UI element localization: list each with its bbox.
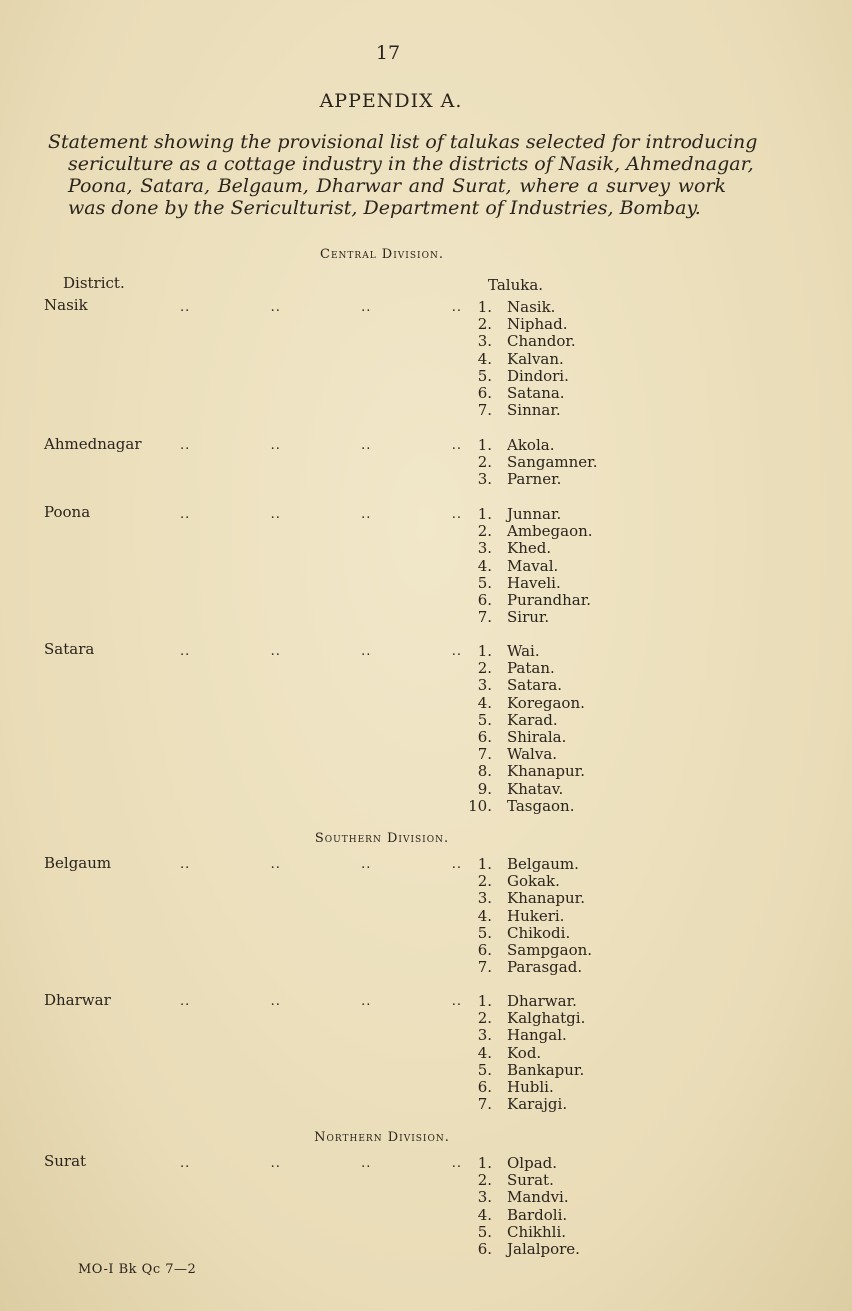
taluka-number: 1. [477,855,492,873]
taluka-name: Haveli. [507,573,561,592]
taluka-number: 2. [477,315,492,334]
taluka-number: 3. [477,332,492,351]
taluka-number: 5. [477,1222,492,1241]
taluka-list [462,299,576,419]
taluka-number: 6. [477,591,492,610]
taluka-number: 5. [477,923,492,942]
taluka-name: Junnar. [507,505,562,523]
leader-dots: .. .. .. .. [180,1156,462,1171]
taluka-row [462,1010,585,1027]
taluka-row [462,908,592,925]
taluka-name: Karajgi. [507,1095,568,1114]
taluka-row [462,385,576,402]
taluka-name: Parner. [507,470,562,489]
taluka-row [462,506,593,523]
district-name: Surat [44,1152,87,1170]
taluka-row [462,873,592,890]
taluka-number: 7. [477,745,492,764]
taluka-row [462,1096,585,1113]
taluka-row [462,712,585,729]
taluka-name: Dharwar. [507,992,577,1010]
taluka-row [462,1172,580,1189]
division-heading-northern: Northern Division. [314,1130,450,1145]
taluka-row [462,609,593,626]
taluka-name: Satara. [507,676,563,695]
taluka-name: Purandhar. [507,591,592,610]
taluka-name: Sampgaon. [507,941,593,960]
taluka-row [462,746,585,763]
taluka-row [462,643,585,660]
statement-heading [48,131,758,219]
taluka-name: Khatav. [507,779,564,798]
district-name: Ahmednagar [44,435,142,453]
taluka-number: 2. [477,659,492,678]
taluka-list [462,643,585,815]
taluka-row [462,316,576,333]
taluka-number: 7. [477,401,492,420]
district-name: Dharwar [44,991,111,1009]
taluka-name: Satana. [507,384,565,403]
taluka-number: 3. [477,1188,492,1207]
district-name: Satara [44,640,95,658]
district-name: Nasik [44,296,88,314]
taluka-row [462,695,585,712]
leader-dots: .. .. .. .. [180,507,462,522]
taluka-name: Chikhli. [507,1222,567,1241]
taluka-number: 4. [477,556,492,575]
taluka-row [462,523,593,540]
taluka-number: 1. [477,1154,492,1172]
taluka-row [462,798,585,815]
taluka-number: 4. [477,906,492,925]
taluka-name: Niphad. [507,315,568,334]
taluka-number: 7. [477,958,492,977]
taluka-list [462,993,585,1113]
taluka-number: 2. [477,1171,492,1190]
division-heading-southern: Southern Division. [314,831,450,846]
taluka-name: Sinnar. [507,401,561,420]
taluka-number: 3. [477,1026,492,1045]
taluka-name: Belgaum. [507,855,579,873]
taluka-name: Parasgad. [507,958,583,977]
taluka-list [462,437,597,489]
taluka-name: Gokak. [507,872,560,891]
taluka-name: Kod. [507,1043,542,1062]
taluka-name: Akola. [507,436,555,454]
taluka-row [462,299,576,316]
taluka-name: Chandor. [507,332,576,351]
taluka-number: 6. [477,384,492,403]
leader-dots: .. .. .. .. [180,644,462,659]
taluka-row [462,437,597,454]
taluka-name: Khanapur. [507,889,585,908]
taluka-name: Ambegaon. [507,522,593,541]
taluka-number: 8. [477,762,492,781]
taluka-name: Surat. [507,1171,554,1190]
taluka-list [462,1155,580,1258]
taluka-row [462,1045,585,1062]
taluka-row [462,660,585,677]
taluka-number: 7. [477,608,492,627]
taluka-row [462,368,576,385]
taluka-number: 5. [477,710,492,729]
statement-line: Statement showing the provisional list of talukas selected for introducing [48,131,758,153]
taluka-number: 4. [477,349,492,368]
taluka-number: 10. [468,796,492,815]
taluka-row [462,592,593,609]
taluka-name: Bardoli. [507,1205,568,1224]
taluka-name: Koregaon. [507,693,585,712]
taluka-list [462,856,592,976]
taluka-number: 5. [477,573,492,592]
taluka-row [462,942,592,959]
taluka-number: 2. [477,1009,492,1028]
taluka-row [462,1241,580,1258]
leader-dots: .. .. .. .. [180,438,462,453]
taluka-row [462,856,592,873]
taluka-row [462,1062,585,1079]
taluka-row [462,925,592,942]
appendix-title: APPENDIX A. [319,90,463,112]
taluka-name: Kalghatgi. [507,1009,586,1028]
taluka-number: 6. [477,1078,492,1097]
taluka-name: Tasgaon. [507,796,575,815]
taluka-row [462,558,593,575]
taluka-number: 1. [477,505,492,523]
taluka-name: Sangamner. [507,453,598,472]
taluka-number: 4. [477,693,492,712]
taluka-row [462,575,593,592]
taluka-number: 4. [477,1043,492,1062]
taluka-name: Khed. [507,539,552,558]
taluka-number: 6. [477,728,492,747]
taluka-name: Sirur. [507,608,550,627]
taluka-number: 2. [477,453,492,472]
taluka-row [462,763,585,780]
statement-line: was done by the Sericulturist, Department of Industries, Bombay. [68,197,701,219]
taluka-list [462,506,593,626]
taluka-row [462,890,592,907]
taluka-name: Wai. [507,642,540,660]
division-heading-central: Central Division. [320,247,444,262]
taluka-number: 1. [477,298,492,316]
taluka-number: 3. [477,470,492,489]
taluka-number: 5. [477,1060,492,1079]
taluka-number: 7. [477,1095,492,1114]
taluka-number: 4. [477,1205,492,1224]
leader-dots: .. .. .. .. [180,857,462,872]
taluka-name: Chikodi. [507,923,571,942]
leader-dots: .. .. .. .. [180,994,462,1009]
taluka-row [462,1224,580,1241]
taluka-number: 2. [477,522,492,541]
district-name: Belgaum [44,854,112,872]
taluka-column-header: Taluka. [488,276,544,294]
taluka-number: 1. [477,436,492,454]
taluka-name: Jalalpore. [507,1240,580,1259]
taluka-name: Hukeri. [507,906,565,925]
taluka-name: Shirala. [507,728,567,747]
taluka-name: Kalvan. [507,349,564,368]
taluka-name: Hangal. [507,1026,567,1045]
taluka-row [462,540,593,557]
taluka-name: Bankapur. [507,1060,585,1079]
taluka-row [462,351,576,368]
taluka-row [462,729,585,746]
printer-footer: MO-I Bk Qc 7—2 [78,1262,197,1277]
taluka-name: Hubli. [507,1078,554,1097]
statement-line: sericulture as a cottage industry in the districts of Nasik, Ahmednagar, [68,153,754,175]
taluka-number: 3. [477,676,492,695]
taluka-row [462,781,585,798]
taluka-name: Dindori. [507,366,569,385]
taluka-row [462,677,585,694]
taluka-number: 3. [477,539,492,558]
taluka-row [462,1207,580,1224]
taluka-row [462,471,597,488]
taluka-row [462,454,597,471]
page-number: 17 [375,42,401,64]
leader-dots: .. .. .. .. [180,300,462,315]
taluka-row [462,1027,585,1044]
taluka-number: 5. [477,366,492,385]
district-column-header: District. [63,274,125,292]
taluka-number: 3. [477,889,492,908]
taluka-name: Mandvi. [507,1188,569,1207]
taluka-name: Karad. [507,710,558,729]
taluka-row [462,959,592,976]
district-name: Poona [44,503,91,521]
taluka-number: 6. [477,1240,492,1259]
taluka-number: 2. [477,872,492,891]
taluka-name: Nasik. [507,298,556,316]
taluka-name: Olpad. [507,1154,558,1172]
taluka-number: 1. [477,992,492,1010]
taluka-name: Khanapur. [507,762,585,781]
taluka-name: Patan. [507,659,555,678]
taluka-row [462,333,576,350]
taluka-name: Walva. [507,745,558,764]
statement-line: Poona, Satara, Belgaum, Dharwar and Surat, where a survey work [68,175,726,197]
taluka-row [462,402,576,419]
taluka-row [462,1079,585,1096]
taluka-number: 9. [477,779,492,798]
taluka-row [462,993,585,1010]
taluka-row [462,1155,580,1172]
taluka-name: Maval. [507,556,559,575]
taluka-number: 1. [477,642,492,660]
taluka-row [462,1189,580,1206]
taluka-number: 6. [477,941,492,960]
